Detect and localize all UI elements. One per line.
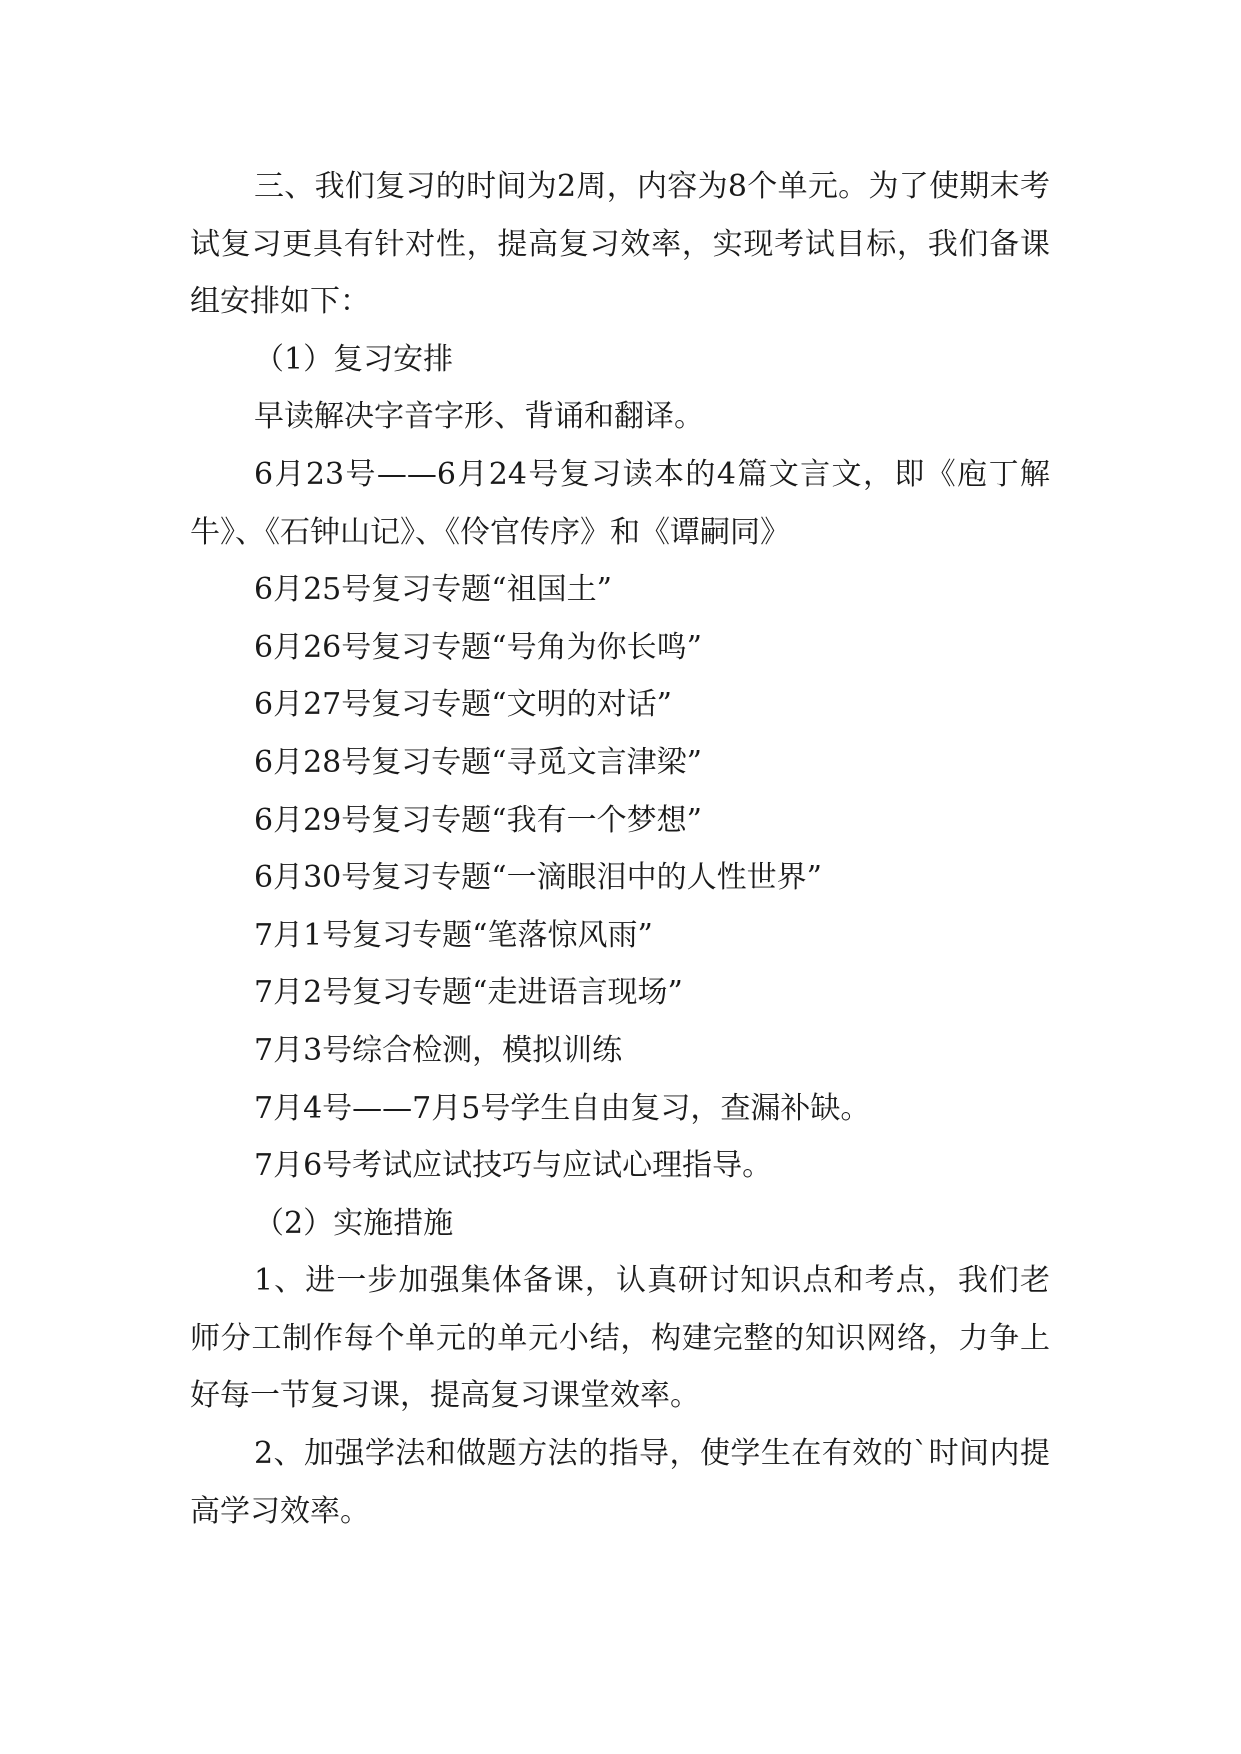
schedule-item: 7月6号考试应试技巧与应试心理指导。: [254, 1148, 773, 1184]
document-page: [190, 158, 1050, 1540]
section-heading-measures: （2）实施措施: [254, 1205, 454, 1241]
schedule-item: 7月1号复习专题“笔落惊风雨”: [254, 917, 653, 953]
schedule-item: 6月29号复习专题“我有一个梦想”: [254, 802, 702, 838]
schedule-item: 6月30号复习专题“一滴眼泪中的人性世界”: [254, 860, 822, 896]
schedule-item: 7月2号复习专题“走进语言现场”: [254, 975, 683, 1011]
schedule-item: 6月25号复习专题“祖国土”: [254, 572, 612, 608]
measure-item: 2、加强学法和做题方法的指导，使学生在有效的`时间内提高学习效率。: [190, 1436, 1050, 1529]
schedule-item: 6月26号复习专题“号角为你长鸣”: [254, 629, 702, 665]
schedule-item: 早读解决字音字形、背诵和翻译。: [254, 399, 704, 435]
schedule-item: 7月3号综合检测，模拟训练: [254, 1032, 623, 1068]
measure-item: 1、进一步加强集体备课，认真研讨知识点和考点，我们老师分工制作每个单元的单元小结，构建完整的知识网络，力争上好每一节复习课，提高复习课堂效率。: [190, 1263, 1050, 1414]
schedule-item: 7月4号——7月5号学生自由复习，查漏补缺。: [254, 1090, 871, 1126]
intro-paragraph: 三、我们复习的时间为2周，内容为8个单元。为了使期末考试复习更具有针对性，提高复习效率，实现考试目标，我们备课组安排如下：: [190, 169, 1050, 320]
schedule-item: 6月23号——6月24号复习读本的4篇文言文，即《庖丁解牛》、《石钟山记》、《伶官传序》和《谭嗣同》: [190, 456, 1050, 550]
section-heading-review-schedule: （1）复习安排: [254, 341, 454, 377]
schedule-item: 6月28号复习专题“寻觅文言津梁”: [254, 744, 702, 780]
schedule-item: 6月27号复习专题“文明的对话”: [254, 687, 672, 723]
